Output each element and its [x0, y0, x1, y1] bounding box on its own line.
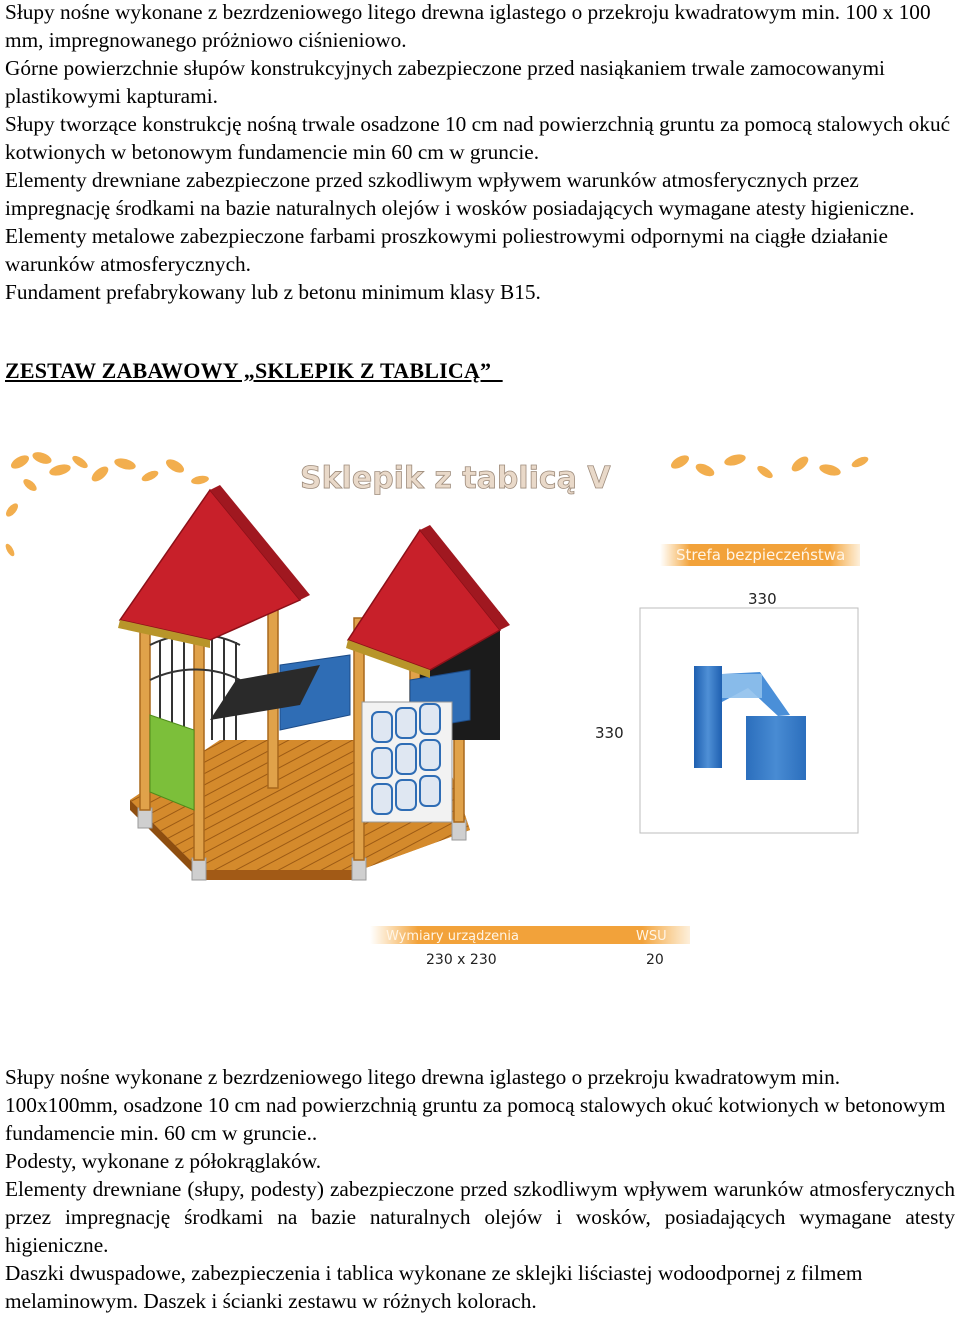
zone-width-label: 330 — [748, 590, 777, 608]
figure-title: Sklepik z tablicą V — [300, 461, 611, 496]
section-heading: ZESTAW ZABAWOWY „SKLEPIK Z TABLICĄ” — [5, 358, 503, 383]
product-figure — [0, 440, 960, 1000]
paragraph: Elementy drewniane zabezpieczone przed szkodliwym wpływem warunków atmosferycznych przez impregnację środkami na bazie naturalnych olejów i wosków posiadających wymagane atesty higieniczne. — [5, 168, 915, 220]
roof-left — [118, 485, 310, 648]
top-description — [5, 0, 955, 306]
decorative-leaves-right — [669, 452, 870, 480]
paragraph: Górne powierzchnie słupów konstrukcyjnych zabezpieczone przed nasiąkaniem trwale zamocowanymi plastikowymi kapturami. — [5, 56, 885, 108]
safety-zone-plan — [640, 608, 858, 833]
abacus-panel — [362, 702, 452, 822]
wsu-value: 20 — [646, 952, 664, 968]
dimensions-value: 230 x 230 — [426, 952, 497, 968]
paragraph: Słupy nośne wykonane z bezrdzeniowego litego drewna iglastego o przekroju kwadratowym min. 100 x 100 mm, impregnowanego próżniowo ciśnieniowo. — [5, 0, 931, 52]
paragraph: Elementy drewniane (słupy, podesty) zabezpieczone przed szkodliwym wpływem warunków atmosferycznych przez impregnację środkami na bazie naturalnych olejów i wosków, posiadających wymagane atesty higieniczne. — [5, 1177, 955, 1257]
dimensions-label: Wymiary urządzenia — [386, 929, 519, 944]
safety-zone-label: Strefa bezpieczeństwa — [676, 546, 846, 564]
paragraph: Daszki dwuspadowe, zabezpieczenia i tablica wykonane ze sklejki liściastej wodoodpornej z filmem melaminowym. Daszek i ścianki zestawu w różnych kolorach. — [5, 1261, 863, 1313]
zone-depth-label: 330 — [595, 724, 624, 742]
playhouse-illustration — [118, 485, 510, 880]
paragraph: Słupy tworzące konstrukcję nośną trwale osadzone 10 cm nad powierzchnią gruntu za pomocą stalowych okuć kotwionych w betonowym fundamencie min 60 cm w gruncie. — [5, 112, 951, 164]
paragraph: Fundament prefabrykowany lub z betonu minimum klasy B15. — [5, 280, 541, 304]
paragraph: Elementy metalowe zabezpieczone farbami proszkowymi poliestrowymi odpornymi na ciągłe działanie warunków atmosferycznych. — [5, 224, 888, 276]
wsu-label: WSU — [636, 929, 667, 944]
bottom-description — [5, 1063, 955, 1315]
paragraph: Podesty, wykonane z półokrąglaków. — [5, 1149, 322, 1173]
paragraph: Słupy nośne wykonane z bezrdzeniowego litego drewna iglastego o przekroju kwadratowym min. 100x100mm, osadzone 10 cm nad powierzchnią gruntu za pomocą stalowych okuć kotwionych w betonowym fundamencie min. 60 cm w gruncie.. — [5, 1065, 946, 1145]
